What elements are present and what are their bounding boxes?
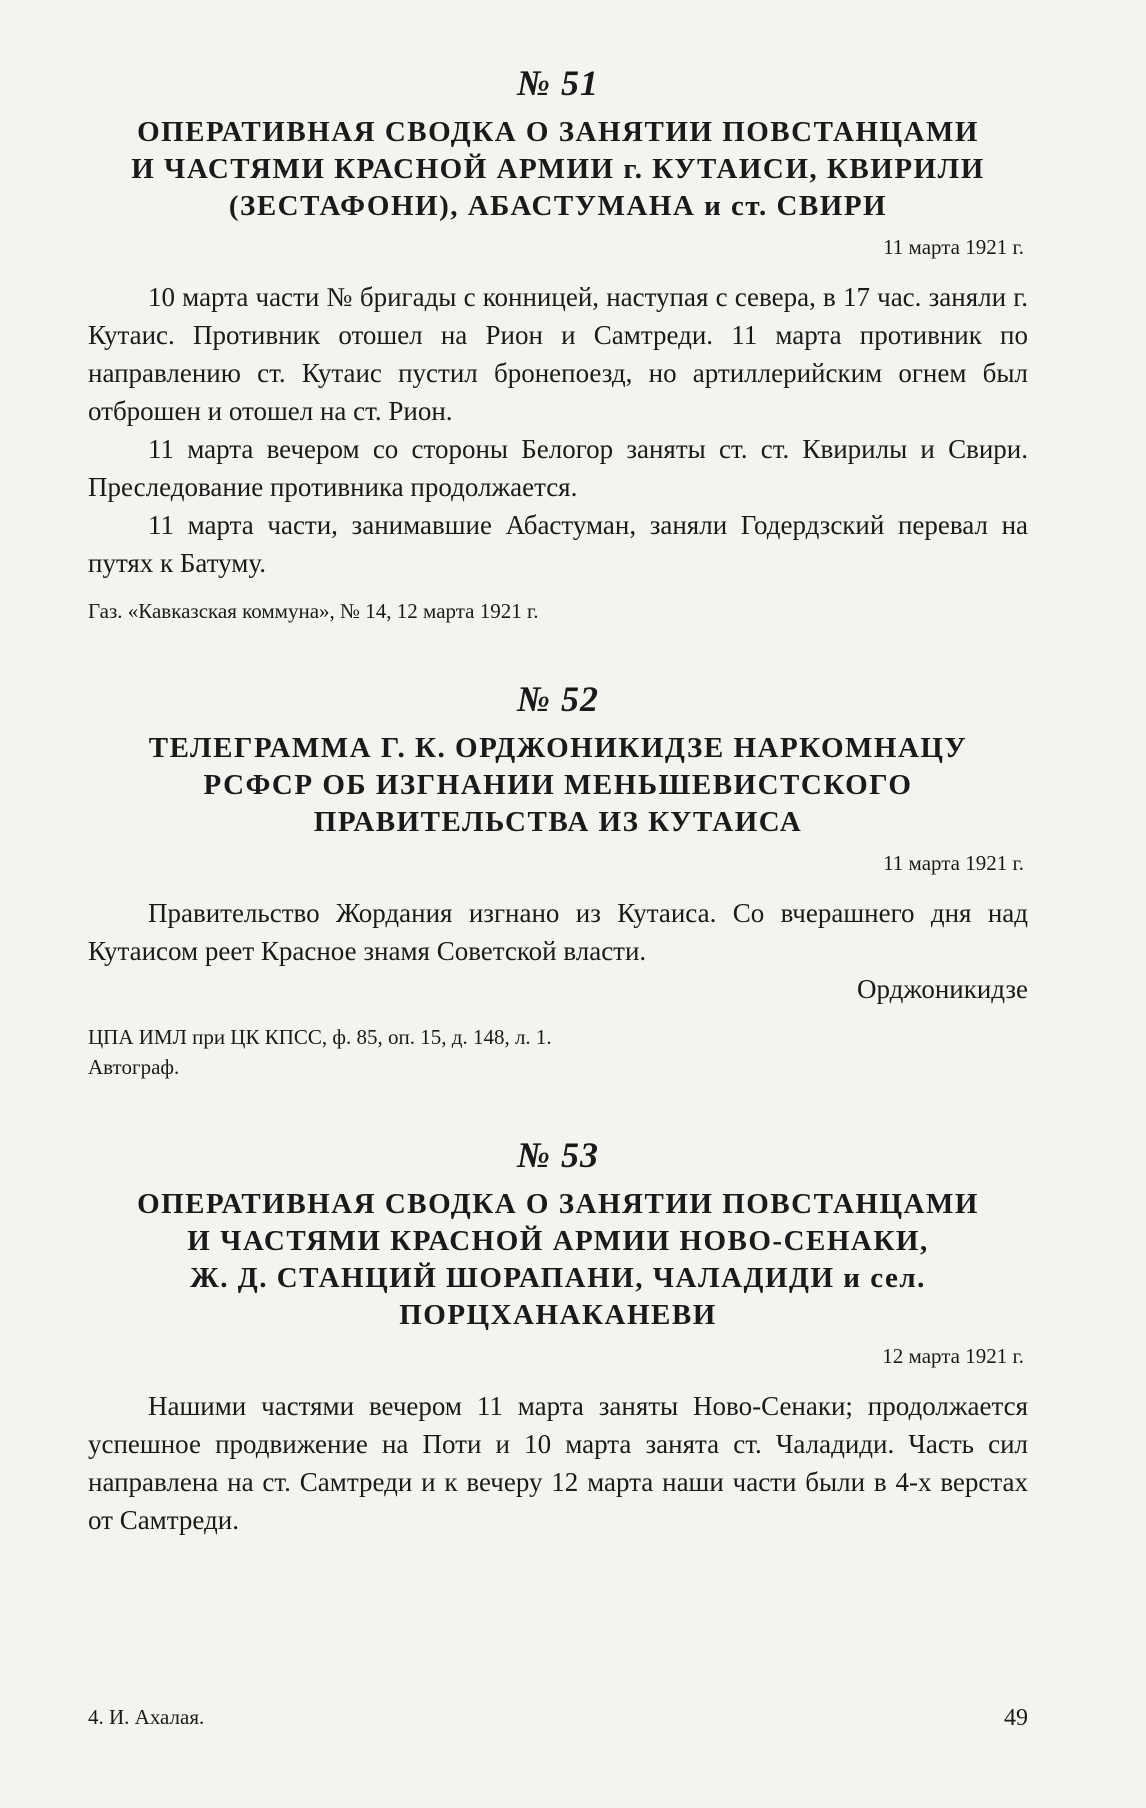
doc-53-date: 12 марта 1921 г.	[882, 1344, 1024, 1368]
doc-51-number: № 51	[517, 63, 599, 103]
doc-51-title-line: ОПЕРАТИВНАЯ СВОДКА О ЗАНЯТИИ ПОВСТАНЦАМИ	[137, 116, 979, 148]
doc-52-title-line: ПРАВИТЕЛЬСТВА ИЗ КУТАИСА	[313, 806, 803, 838]
doc-52-source-line: Автограф.	[88, 1055, 180, 1079]
doc-51-paragraph: 11 марта части, занимавшие Абастуман, заняли Годердзский перевал на путях к Батуму.	[88, 510, 1028, 578]
signature-mark: 4. И. Ахалая.	[88, 1705, 205, 1729]
page-footer	[88, 1705, 1028, 1732]
doc-53-paragraph: Нашими частями вечером 11 марта заняты Ново-Сенаки; продолжается успешное продвижение на Поти и 10 марта занята ст. Чаладиди. Часть сил направлена на ст. Самтреди и к вечеру 12 марта наши части были в 4-х верстах от Самтреди.	[88, 1391, 1028, 1535]
document-52	[88, 678, 1028, 1082]
doc-53-title-line: ОПЕРАТИВНАЯ СВОДКА О ЗАНЯТИИ ПОВСТАНЦАМИ	[137, 1188, 979, 1220]
doc-51-source: Газ. «Кавказская коммуна», № 14, 12 марта 1921 г.	[88, 599, 539, 623]
doc-52-signature: Орджоникидзе	[856, 974, 1028, 1004]
doc-51-title-line: (ЗЕСТАФОНИ), АБАСТУМАНА и ст. СВИРИ	[228, 190, 888, 222]
doc-52-source-line: ЦПА ИМЛ при ЦК КПСС, ф. 85, оп. 15, д. 148, л. 1.	[88, 1025, 552, 1049]
doc-52-title	[88, 730, 1028, 841]
document-51	[88, 62, 1028, 626]
doc-51-date: 11 марта 1921 г.	[883, 235, 1024, 259]
doc-51-title	[88, 114, 1028, 225]
doc-53-title-line: Ж. Д. СТАНЦИЙ ШОРАПАНИ, ЧАЛАДИДИ и сел.	[190, 1262, 926, 1294]
doc-53-number: № 53	[517, 1135, 599, 1175]
doc-53-title-line: И ЧАСТЯМИ КРАСНОЙ АРМИИ НОВО-СЕНАКИ,	[187, 1225, 929, 1257]
doc-53-title-line: ПОРЦХАНАКАНЕВИ	[399, 1299, 717, 1331]
doc-51-title-line: И ЧАСТЯМИ КРАСНОЙ АРМИИ г. КУТАИСИ, КВИРИЛИ	[131, 153, 985, 185]
doc-52-paragraph: Правительство Жордания изгнано из Кутаиса. Со вчерашнего дня над Кутаисом реет Красное знамя Советской власти.	[88, 898, 1028, 966]
doc-51-paragraph: 10 марта части № бригады с конницей, наступая с севера, в 17 час. заняли г. Кутаис. Противник отошел на Рион и Самтреди. 11 марта противник по направлению ст. Кутаис пустил бронепоезд, но артиллерийским огнем был отброшен и отошел на ст. Рион.	[88, 282, 1028, 426]
document-53	[88, 1134, 1028, 1539]
page-number: 49	[1004, 1705, 1028, 1731]
doc-52-date: 11 марта 1921 г.	[883, 851, 1024, 875]
doc-51-paragraph: 11 марта вечером со стороны Белогор заняты ст. ст. Квирилы и Свири. Преследование противника продолжается.	[88, 434, 1028, 502]
doc-53-title	[88, 1186, 1028, 1334]
doc-52-title-line: ТЕЛЕГРАММА Г. К. ОРДЖОНИКИДЗЕ НАРКОМНАЦУ	[148, 732, 968, 764]
doc-52-number: № 52	[517, 679, 599, 719]
doc-52-source	[88, 1022, 1028, 1082]
doc-52-title-line: РСФСР ОБ ИЗГНАНИИ МЕНЬШЕВИСТСКОГО	[203, 769, 913, 801]
